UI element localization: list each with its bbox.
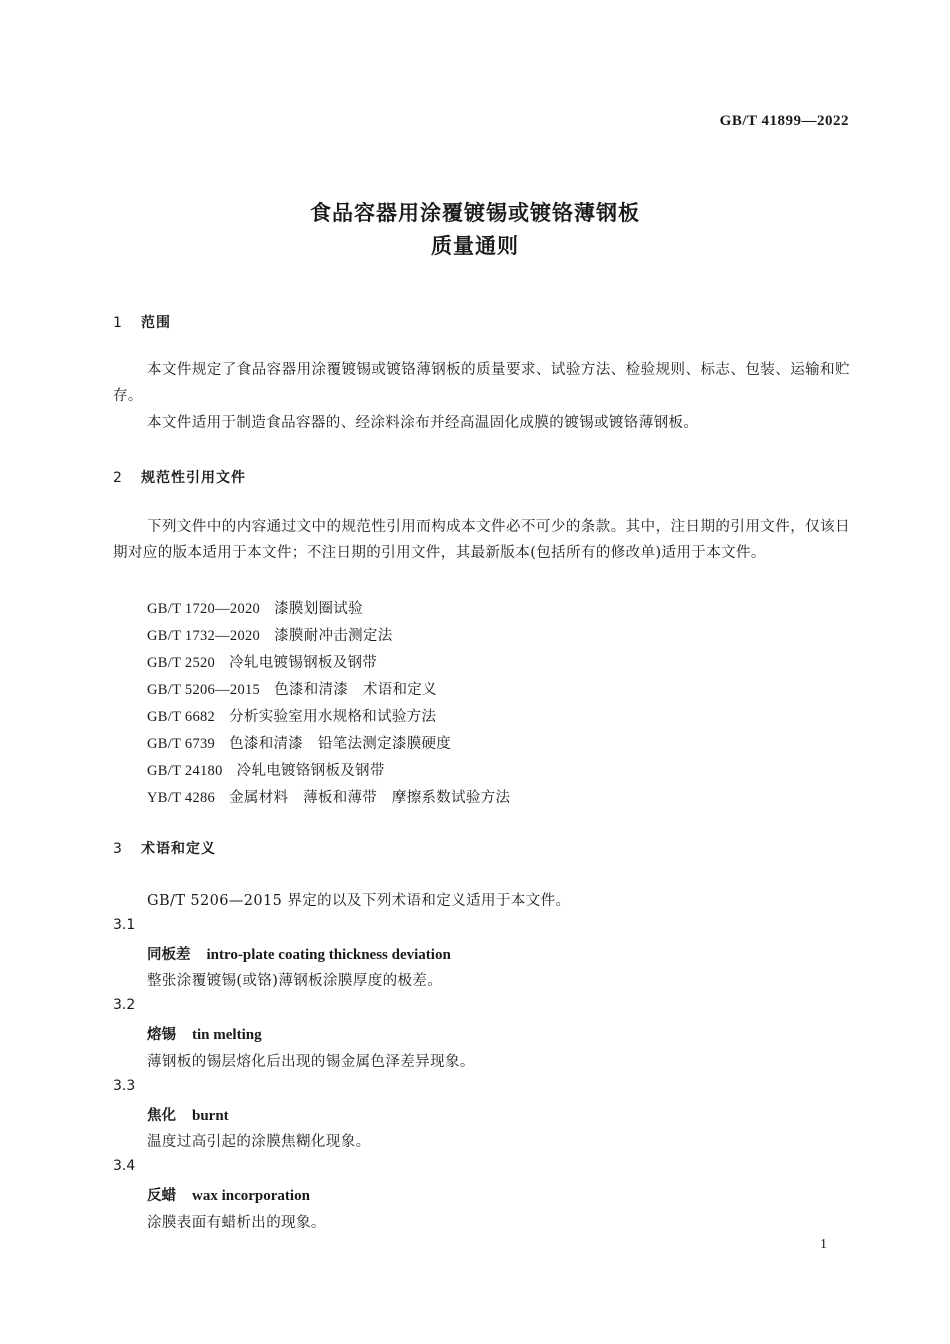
- document-subtitle: 质量通则: [431, 234, 519, 258]
- term-chinese: 反蜡: [147, 1188, 176, 1204]
- term-chinese: 同板差: [147, 947, 191, 963]
- reference-code: GB/T 24180: [147, 763, 223, 779]
- section-title: 术语和定义: [141, 841, 216, 857]
- section-heading-normative-references: [113, 467, 246, 487]
- page-number: 1: [820, 1237, 827, 1252]
- reference-item: [147, 705, 436, 726]
- section-heading-scope: [113, 312, 171, 332]
- reference-code: GB/T 6739: [147, 736, 216, 752]
- clause-number: 3.2: [113, 997, 136, 1013]
- reference-item: [147, 786, 510, 807]
- reference-code: GB/T 6682: [147, 709, 216, 725]
- reference-code: GB/T 1732—2020: [147, 628, 261, 644]
- term-chinese: 熔锡: [147, 1027, 176, 1043]
- scope-paragraph-2: 本文件适用于制造食品容器的、经涂料涂布并经高温固化成膜的镀锡或镀铬薄钢板。: [147, 415, 699, 431]
- reference-code: GB/T 1720—2020: [147, 601, 261, 617]
- reference-title: 冷轧电镀铬钢板及钢带: [236, 763, 385, 779]
- clause-number: 3.1: [113, 917, 136, 933]
- reference-item: [147, 597, 363, 618]
- term-english: burnt: [192, 1108, 229, 1124]
- section-heading-terms: [113, 838, 216, 858]
- term-entry: [147, 1023, 262, 1044]
- references-intro: 下列文件中的内容通过文中的规范性引用而构成本文件必不可少的条款。其中，注日期的引用文件，仅该日期对应的版本适用于本文件；不注日期的引用文件，其最新版本(包括所有的修改单)适用于本文件。: [113, 519, 850, 561]
- reference-item: [147, 732, 451, 753]
- term-entry: [147, 1104, 229, 1125]
- reference-code: GB/T 2520: [147, 655, 216, 671]
- reference-title: 冷轧电镀锡钢板及钢带: [229, 655, 378, 671]
- terms-intro: GB/T 5206—2015 界定的以及下列术语和定义适用于本文件。: [147, 893, 571, 909]
- standard-number: GB/T 41899—2022: [719, 113, 849, 129]
- section-title: 规范性引用文件: [141, 470, 246, 486]
- reference-title: 金属材料 薄板和薄带 摩擦系数试验方法: [229, 790, 511, 806]
- term-english: tin melting: [192, 1027, 262, 1043]
- term-definition: 整张涂覆镀锡(或铬)薄钢板涂膜厚度的极差。: [147, 973, 443, 989]
- section-number: 2: [113, 470, 123, 486]
- reference-item: [147, 678, 437, 699]
- clause-number: 3.3: [113, 1078, 136, 1094]
- term-definition: 薄钢板的锡层熔化后出现的锡金属色泽差异现象。: [147, 1054, 475, 1070]
- section-title: 范围: [141, 315, 171, 331]
- term-definition: 涂膜表面有蜡析出的现象。: [147, 1215, 326, 1231]
- term-chinese: 焦化: [147, 1108, 176, 1124]
- section-number: 1: [113, 315, 123, 331]
- reference-title: 漆膜划圈试验: [274, 601, 363, 617]
- reference-item: [147, 651, 377, 672]
- term-entry: [147, 1184, 310, 1205]
- section-number: 3: [113, 841, 123, 857]
- term-definition: 温度过高引起的涂膜焦糊化现象。: [147, 1134, 371, 1150]
- reference-code: YB/T 4286: [147, 790, 216, 806]
- reference-title: 分析实验室用水规格和试验方法: [229, 709, 437, 725]
- term-english: intro-plate coating thickness deviation: [206, 947, 451, 963]
- term-entry: [147, 943, 451, 964]
- clause-number: 3.4: [113, 1158, 136, 1174]
- document-title: 食品容器用涂覆镀锡或镀铬薄钢板: [310, 201, 640, 225]
- reference-item: [147, 624, 393, 645]
- reference-item: [147, 759, 385, 780]
- term-english: wax incorporation: [192, 1188, 310, 1204]
- scope-paragraph-1: 本文件规定了食品容器用涂覆镀锡或镀铬薄钢板的质量要求、试验方法、检验规则、标志、包装、运输和贮存。: [113, 362, 850, 404]
- reference-code: GB/T 5206—2015: [147, 682, 261, 698]
- reference-title: 色漆和清漆 术语和定义: [274, 682, 437, 698]
- reference-title: 色漆和清漆 铅笔法测定漆膜硬度: [229, 736, 452, 752]
- reference-title: 漆膜耐冲击测定法: [274, 628, 393, 644]
